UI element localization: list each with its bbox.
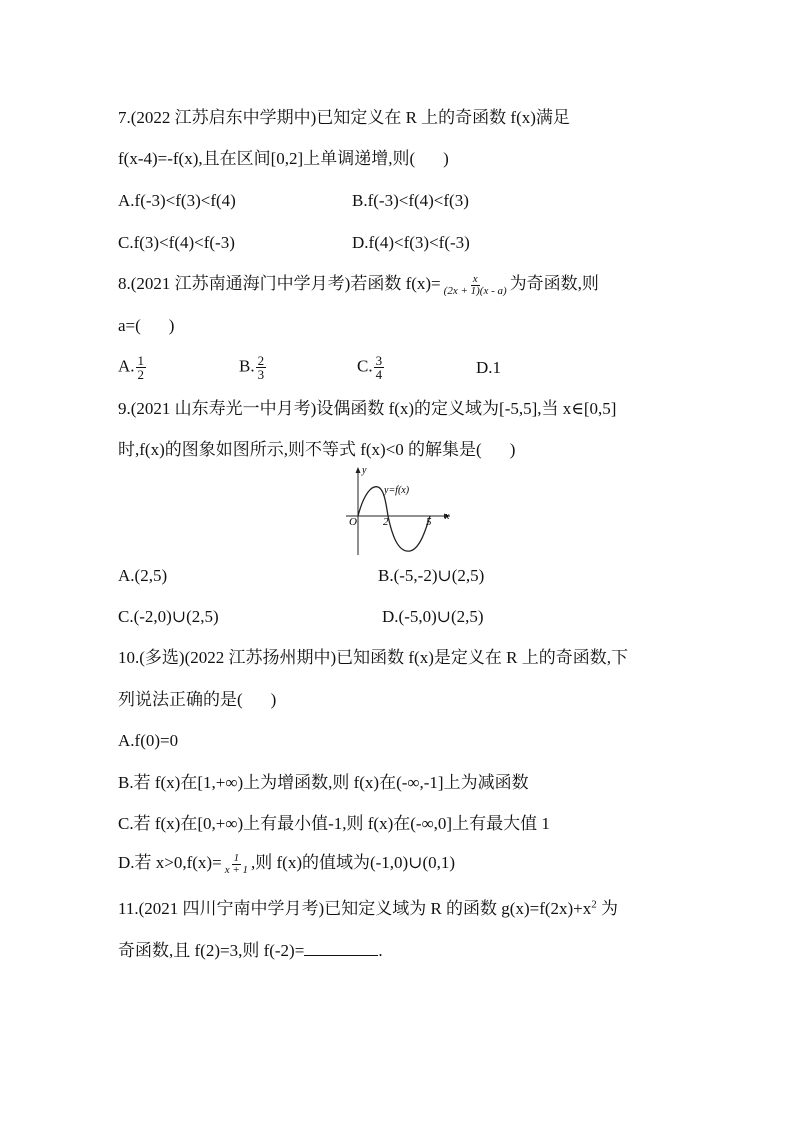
q8-optA-frac — [136, 354, 147, 381]
q8-frac-num: x — [472, 272, 478, 285]
q11-answer-blank[interactable] — [304, 941, 378, 956]
q8-stem-line1 — [118, 273, 599, 297]
q9-stem-line1: 9.(2021 山东寿光一中月考)设偶函数 f(x)的定义域为[-5,5],当 x∈[0,5] — [118, 399, 617, 418]
q7-option-a[interactable]: A.f(-3)<f(3)<f(4) — [118, 191, 236, 210]
q7-stem-line2 — [118, 148, 449, 170]
q10-optD-pre: D.若 x>0,f(x)= — [118, 853, 222, 872]
curve-label: y=f(x) — [384, 485, 410, 496]
q10-option-a[interactable]: A.f(0)=0 — [118, 731, 179, 750]
q7-paren-close: ) — [443, 149, 449, 168]
q8-stem-a: a=( — [118, 316, 141, 335]
q8-fraction — [442, 274, 509, 297]
q10-stem-text: 列说法正确的是( — [118, 690, 243, 709]
q9-paren-close: ) — [509, 440, 516, 459]
origin-label: O — [349, 516, 357, 528]
q11-stem-text: 11.(2021 四川宁南中学月考)已知定义域为 R 的函数 g(x)=f(2x)+x — [118, 899, 592, 918]
q9-stem-line2 — [118, 439, 515, 461]
q8-optB-den: 3 — [257, 367, 265, 382]
q9-function-graph — [340, 463, 460, 557]
q11-stem-post: 为 — [601, 899, 619, 918]
q8-optB-label: B. — [239, 356, 255, 376]
y-axis-arrow — [356, 467, 361, 473]
q11-stem-line2-text: 奇函数,且 f(2)=3,则 f(-2)= — [118, 941, 305, 960]
q11-stem-line2 — [118, 940, 383, 962]
q8-stem-post: 为奇函数,则 — [509, 274, 599, 293]
q10-option-c[interactable]: C.若 f(x)在[0,+∞)上有最小值-1,则 f(x)在(-∞,0]上有最大值 1 — [118, 814, 550, 833]
q10-stem-line1: 10.(多选)(2022 江苏扬州期中)已知函数 f(x)是定义在 R 上的奇函数,下 — [118, 648, 628, 667]
q10-optD-num: 1 — [233, 851, 240, 864]
q9-option-c[interactable]: C.(-2,0)∪(2,5) — [118, 607, 219, 626]
q7-option-d[interactable]: D.f(4)<f(3)<f(-3) — [352, 233, 470, 252]
q10-stem-line2 — [118, 689, 276, 711]
q7-option-c[interactable]: C.f(3)<f(4)<f(-3) — [118, 233, 235, 252]
q8-stem-text: 8.(2021 江苏南通海门中学月考)若函数 f(x)= — [118, 274, 441, 293]
q7-stem-text: f(x-4)=-f(x),且在区间[0,2]上单调递增,则( — [118, 149, 416, 168]
tick-label-5: 5 — [426, 516, 432, 528]
q9-stem-text: 时,f(x)的图象如图所示,则不等式 f(x)<0 的解集是( — [118, 440, 482, 459]
q9-option-b[interactable]: B.(-5,-2)∪(2,5) — [378, 566, 485, 585]
x-axis-label: x — [445, 511, 450, 522]
q10-paren-close: ) — [270, 690, 277, 709]
q8-option-b[interactable] — [239, 354, 267, 381]
q8-optB-num: 2 — [257, 353, 265, 368]
q10-optD-fraction — [223, 853, 250, 876]
q10-optD-den: x + 1 — [224, 863, 248, 876]
q11-exponent: 2 — [591, 898, 597, 911]
q9-option-d[interactable]: D.(-5,0)∪(2,5) — [382, 607, 484, 626]
q8-option-d[interactable]: D.1 — [476, 358, 502, 377]
q8-optA-num: 1 — [137, 353, 145, 368]
function-curve — [358, 487, 430, 551]
q11-period: . — [378, 941, 383, 960]
q8-optC-num: 3 — [375, 353, 383, 368]
q8-optC-label: C. — [357, 356, 373, 376]
q10-option-b[interactable]: B.若 f(x)在[1,+∞)上为增函数,则 f(x)在(-∞,-1]上为减函数 — [118, 773, 529, 792]
q8-option-a[interactable] — [118, 354, 147, 381]
q8-frac-den: (2x + 1)(x - a) — [443, 284, 507, 297]
q8-optC-den: 4 — [375, 367, 383, 382]
q10-option-d[interactable] — [118, 852, 455, 876]
q8-optA-den: 2 — [137, 367, 145, 382]
q7-option-b[interactable]: B.f(-3)<f(4)<f(3) — [352, 191, 469, 210]
q11-stem-line1 — [118, 898, 618, 920]
tick-label-2: 2 — [383, 516, 389, 528]
q8-optA-label: A. — [118, 356, 135, 376]
q8-paren-close: ) — [168, 316, 175, 335]
q8-option-c[interactable] — [357, 354, 385, 381]
q8-optC-frac — [374, 354, 385, 381]
y-axis-label: y — [362, 465, 367, 476]
q8-stem-line2 — [118, 315, 174, 337]
q9-option-a[interactable]: A.(2,5) — [118, 566, 168, 585]
q8-optB-frac — [256, 354, 267, 381]
q7-stem-line1: 7.(2022 江苏启东中学期中)已知定义在 R 上的奇函数 f(x)满足 — [118, 108, 570, 127]
q10-optD-post: ,则 f(x)的值域为(-1,0)∪(0,1) — [251, 853, 456, 872]
